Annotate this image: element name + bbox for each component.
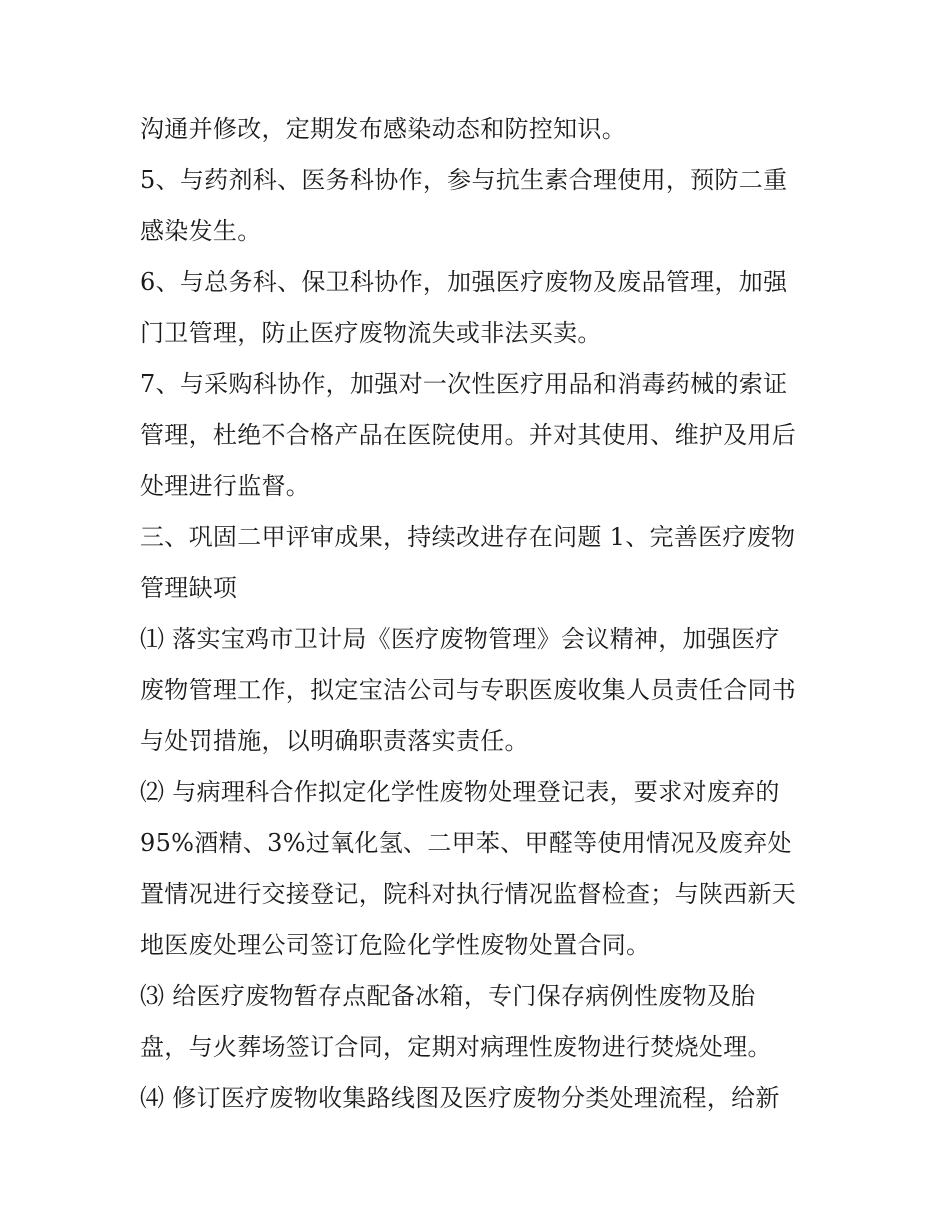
text-line: 沟通并修改，定期发布感染动态和防控知识。 [140,115,626,143]
text-line: 感染发生。 [140,217,262,245]
text-line: ⑷ 修订医疗废物收集路线图及医疗废物分类处理流程，给新 [140,1084,780,1112]
text-line: 处理进行监督。 [140,472,311,500]
text-line: ⑵ 与病理科合作拟定化学性废物处理登记表，要求对废弃的 [140,778,780,806]
text-line: 与处罚措施，以明确职责落实责任。 [140,727,529,755]
text-line: 置情况进行交接登记，院科对执行情况监督检查；与陕西新天 [140,880,797,908]
text-line: 盘，与火葬场签订合同，定期对病理性废物进行焚烧处理。 [140,1033,772,1061]
text-line: 95%酒精、3%过氧化氢、二甲苯、甲醛等使用情况及废弃处 [140,829,792,857]
text-line: 管理，杜绝不合格产品在医院使用。并对其使用、维护及用后 [140,421,797,449]
text-line: 地医废处理公司签订危险化学性废物处置合同。 [140,931,651,959]
text-line: ⑶ 给医疗废物暂存点配备冰箱，专门保存病例性废物及胎 [140,982,756,1010]
text-line: 三、巩固二甲评审成果，持续改进存在问题 1、完善医疗废物 [140,523,796,551]
text-line: 废物管理工作，拟定宝洁公司与专职医废收集人员责任合同书 [140,676,797,704]
text-line: ⑴ 落实宝鸡市卫计局《医疗废物管理》会议精神，加强医疗 [140,625,780,653]
text-line: 管理缺项 [140,574,238,602]
body-text [140,104,830,1124]
text-line: 7、与采购科协作，加强对一次性医疗用品和消毒药械的索证 [140,370,788,398]
text-line: 5、与药剂科、医务科协作，参与抗生素合理使用，预防二重 [140,166,788,194]
text-line: 门卫管理，防止医疗废物流失或非法买卖。 [140,319,602,347]
text-line: 6、与总务科、保卫科协作，加强医疗废物及废品管理，加强 [140,268,788,296]
